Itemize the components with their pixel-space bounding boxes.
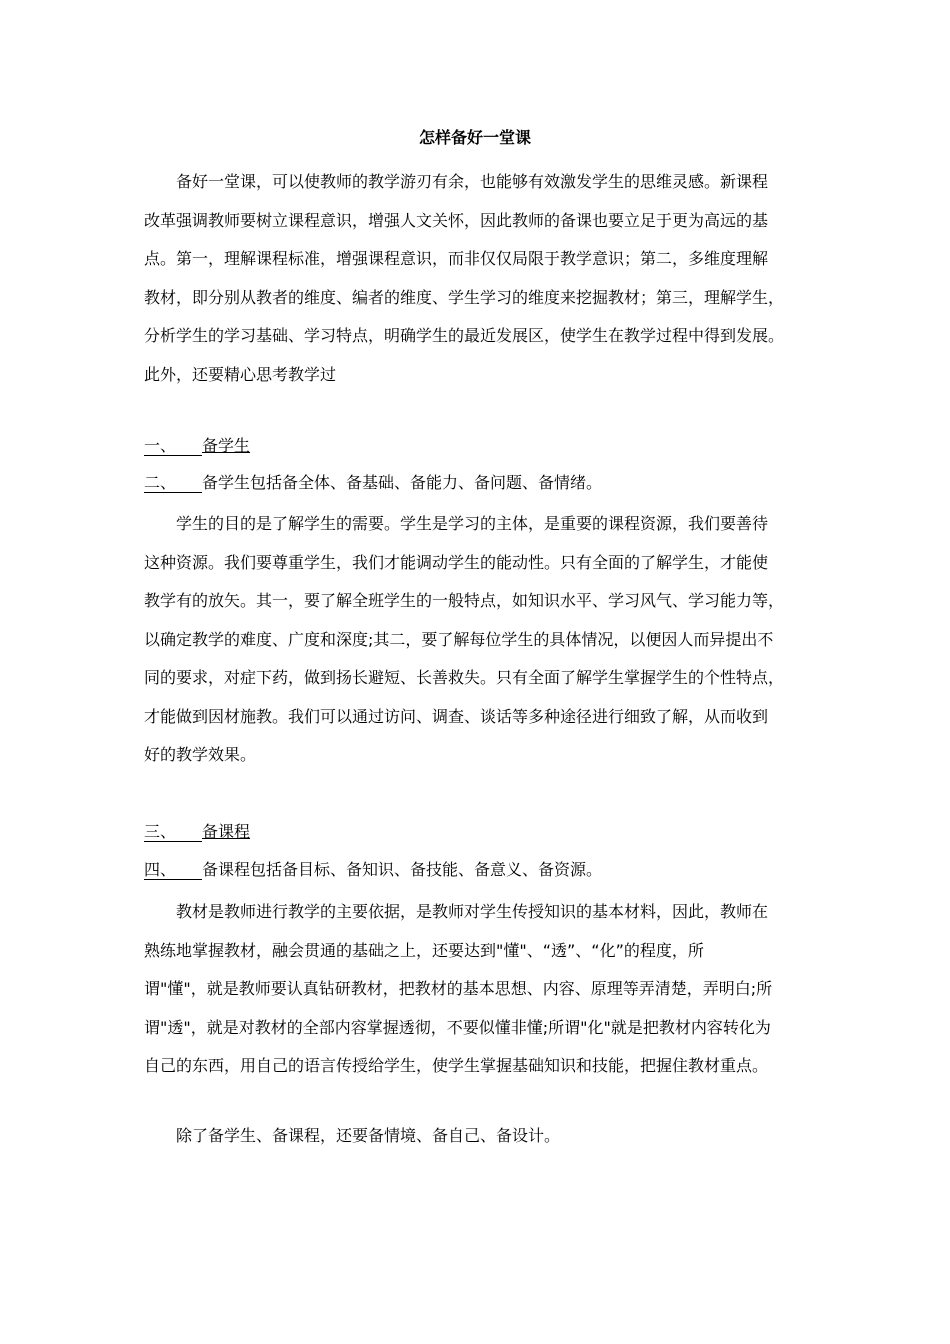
intro-line: 教材，即分别从教者的维度、编者的维度、学生学习的维度来挖掘教材；第三，理解学生，	[144, 287, 785, 307]
section-heading-3	[144, 822, 250, 842]
course-line: 谓"透"，就是对教材的全部内容掌握透彻，不要似懂非懂;所谓"化"就是把教材内容转化为	[144, 1017, 771, 1037]
section-heading-4	[144, 860, 602, 880]
course-line: 谓"懂"，就是教师要认真钻研教材，把教材的基本思想、内容、原理等弄清楚，弄明白;所	[144, 979, 773, 998]
section-title: 备学生包括备全体、备基础、备能力、备问题、备情绪。	[202, 473, 603, 492]
students-paragraph	[144, 505, 804, 775]
section-number: 三、	[144, 823, 202, 842]
intro-line: 改革强调教师要树立课程意识，增强人文关怀，因此教师的备课也要立足于更为高远的基	[144, 210, 769, 230]
students-line: 好的教学效果。	[144, 745, 257, 764]
section-heading-1	[144, 436, 250, 456]
students-line: 这种资源。我们要尊重学生，我们才能调动学生的能动性。只有全面的了解学生，才能使	[144, 552, 769, 572]
section-title: 备课程包括备目标、备知识、备技能、备意义、备资源。	[202, 860, 603, 879]
section-title: 备学生	[202, 436, 251, 455]
students-line: 同的要求，对症下药，做到扬长避短、长善救失。只有全面了解学生掌握学生的个性特点，	[144, 668, 785, 687]
section-number: 二、	[144, 474, 202, 493]
course-line: 教材是教师进行教学的主要依据，是教师对学生传授知识的基本材料，因此，教师在	[176, 902, 769, 921]
students-line: 教学有的放矢。其一，要了解全班学生的一般特点，如知识水平、学习风气、学习能力等，	[144, 591, 785, 610]
section-title: 备课程	[202, 822, 251, 841]
students-line: 以确定教学的难度、广度和深度;其二，要了解每位学生的具体情况，以便因人而异提出不	[144, 629, 774, 649]
intro-line: 此外，还要精心思考教学过	[144, 364, 337, 384]
document-title: 怎样备好一堂课	[418, 128, 531, 147]
course-line: 自己的东西，用自己的语言传授给学生，使学生掌握基础知识和技能，把握住教材重点。	[144, 1056, 769, 1075]
section-number: 四、	[144, 861, 202, 880]
course-paragraph	[144, 893, 804, 1086]
section-number: 一、	[144, 437, 202, 456]
intro-line: 分析学生的学习基础、学习特点，明确学生的最近发展区，使学生在教学过程中得到发展。	[144, 326, 785, 345]
students-line: 才能做到因材施教。我们可以通过访问、调查、谈话等多种途径进行细致了解，从而收到	[144, 706, 769, 726]
course-line: 熟练地掌握教材，融会贯通的基础之上，还要达到"懂"、“透”、“化”的程度，所	[144, 940, 704, 960]
closing-line: 除了备学生、备课程，还要备情境、备自己、备设计。	[176, 1126, 561, 1145]
intro-paragraph	[144, 163, 804, 394]
intro-line: 点。第一，理解课程标准，增强课程意识，而非仅仅局限于教学意识；第二，多维度理解	[144, 249, 769, 268]
closing-paragraph	[144, 1117, 804, 1156]
intro-line: 备好一堂课，可以使教师的教学游刃有余，也能够有效激发学生的思维灵感。新课程	[176, 172, 769, 191]
students-line: 学生的目的是了解学生的需要。学生是学习的主体，是重要的课程资源，我们要善待	[176, 514, 769, 533]
section-heading-2	[144, 473, 602, 493]
